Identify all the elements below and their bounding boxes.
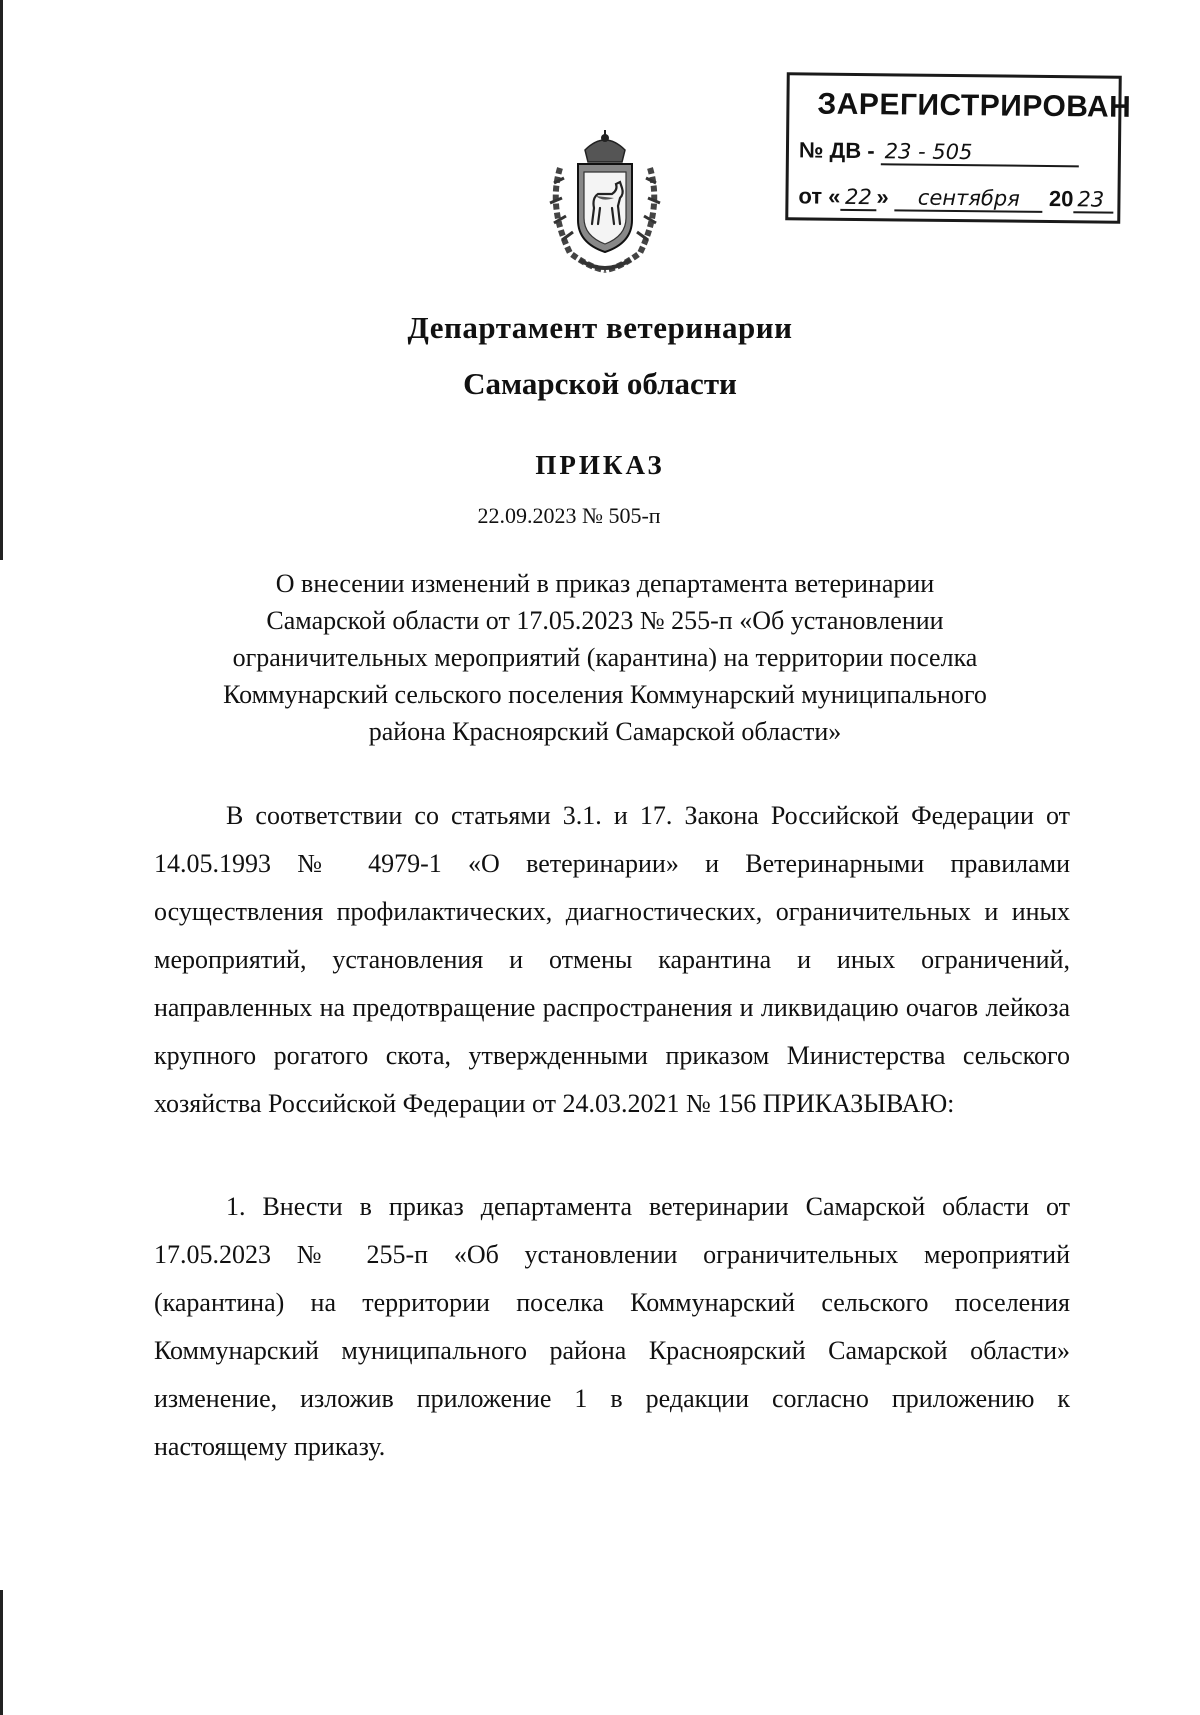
stamp-month-handwritten: сентября	[895, 185, 1043, 213]
department-name-line1: Департамент ветеринарии	[407, 310, 793, 345]
stamp-date-prefix: от «	[798, 183, 841, 209]
paragraph-text: В соответствии со статьями 3.1. и 17. Закона Российской Федерации от 14.05.1993 № 4979-1 «О ветеринарии» и Ветеринарными правилами осуществления профилактических, диагностических, ограничительных и иных мероприятий, установления и отмены карантина и иных ограничений, направленных на предотвращение распространения и ликвидацию очагов лейкоза крупного рогатого скота, утвержденными приказом Министерства сельского хозяйства Российской Федерации от 24.03.2021 № 156 ПРИКАЗЫВАЮ:	[154, 801, 1070, 1118]
stamp-number-row	[799, 137, 1079, 167]
paragraph-text: 1. Внести в приказ департамента ветеринарии Самарской области от 17.05.2023 № 255-п «Об установлении ограничительных мероприятий (карантина) на территории поселка Коммунарский сельского поселения Коммунарский муниципального района Красноярский Самарской области» изменение, изложив приложение 1 в редакции согласно приложению к настоящему приказу.	[154, 1192, 1070, 1461]
subject-line: О внесении изменений в приказ департамента ветеринарии	[275, 569, 935, 598]
stamp-number-handwritten: 23 - 505	[881, 139, 1079, 167]
stamp-year-handwritten: 23	[1073, 187, 1113, 213]
department-name-line2: Самарской области	[463, 366, 737, 401]
subject-line: района Красноярский Самарской области»	[368, 717, 842, 746]
stamp-title: ЗАРЕГИСТРИРОВАН	[817, 87, 1132, 124]
scan-edge	[0, 1590, 3, 1715]
stamp-number-prefix: № ДВ -	[798, 137, 875, 164]
stamp-date-row	[798, 183, 1113, 213]
stamp-date-mid: »	[876, 184, 889, 210]
clause-1-paragraph	[154, 1183, 1070, 1471]
samara-coat-of-arms-icon	[540, 128, 670, 278]
stamp-year-printed: 20	[1048, 186, 1074, 212]
stamp-day-handwritten: 22	[840, 185, 876, 211]
order-subject	[150, 565, 1060, 750]
order-date-number: 22.09.2023 № 505-п	[477, 503, 661, 528]
subject-line: ограничительных мероприятий (карантина) на территории поселка	[232, 643, 978, 672]
order-title: ПРИКАЗ	[535, 450, 665, 480]
subject-line: Самарской области от 17.05.2023 № 255-п «Об установлении	[266, 606, 944, 635]
subject-line: Коммунарский сельского поселения Коммунарский муниципального	[223, 680, 987, 709]
preamble-paragraph	[154, 792, 1070, 1128]
registration-stamp	[785, 72, 1132, 223]
